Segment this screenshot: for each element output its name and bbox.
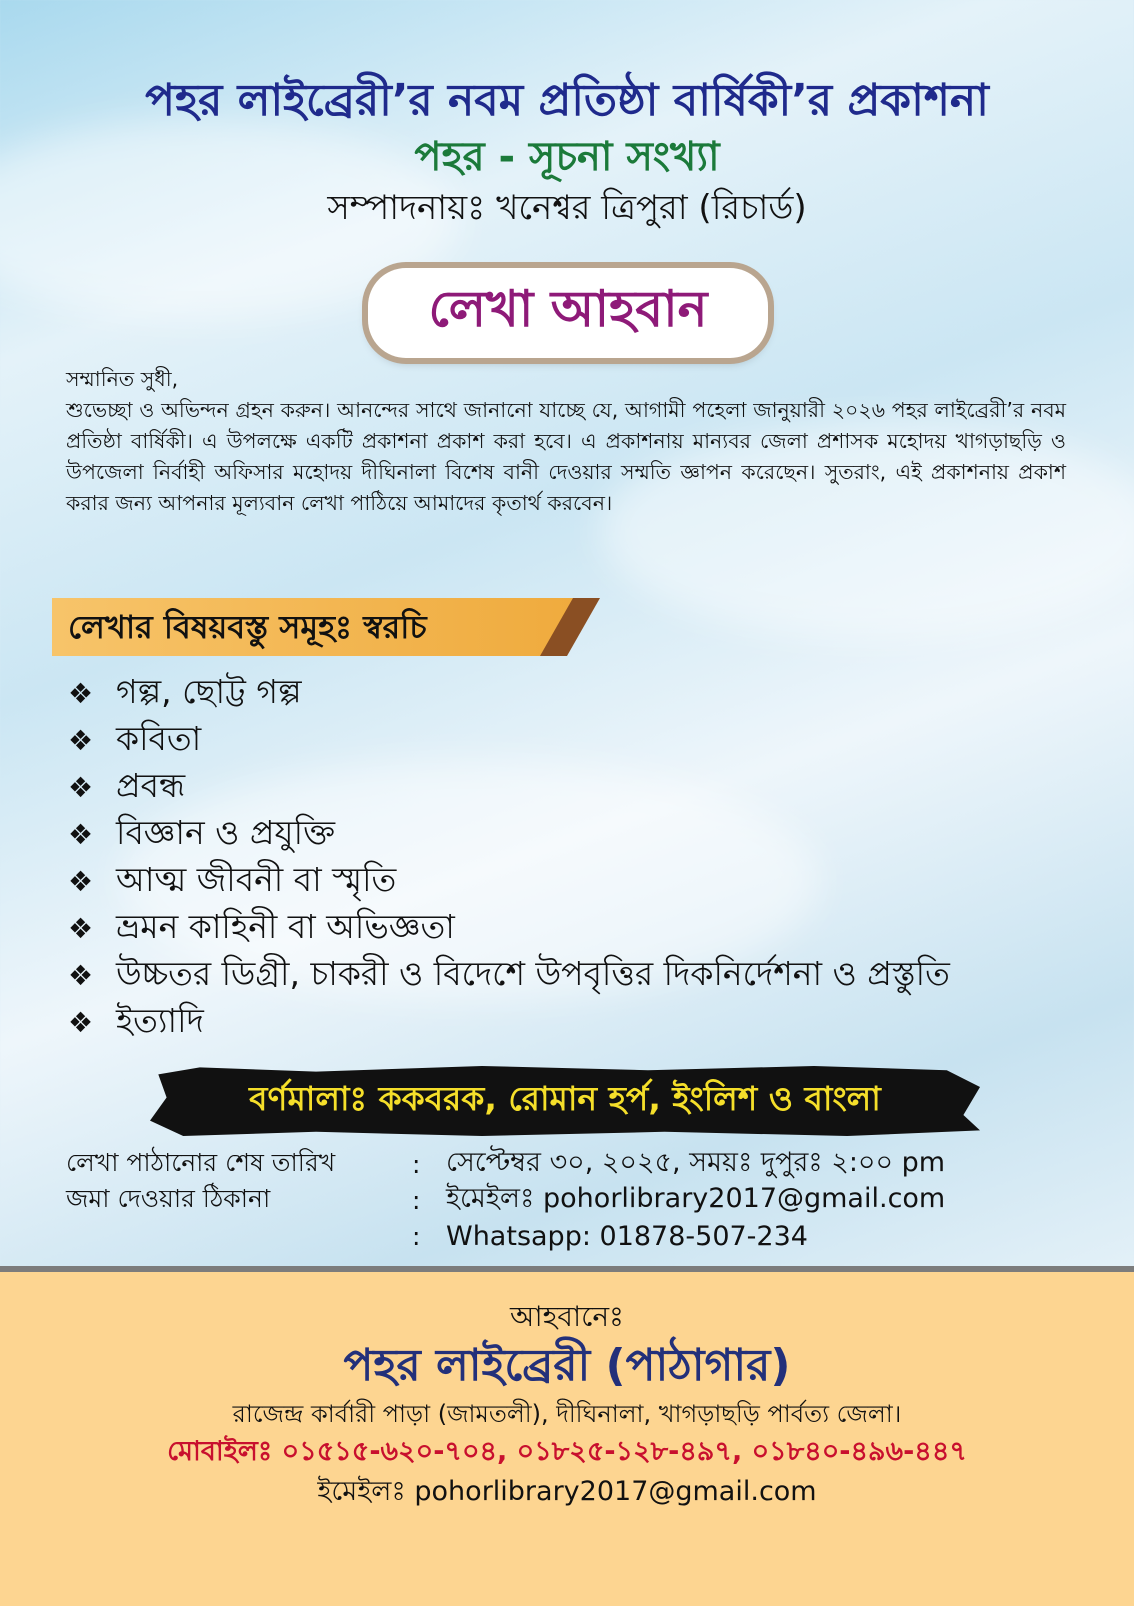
deadline-value: সেপ্টেম্বর ৩০, ২০২৫, সময়ঃ দুপুরঃ ২:০০ pm bbox=[446, 1146, 946, 1178]
footer bbox=[0, 1266, 1134, 1606]
call-for-writing-badge: লেখা আহবান bbox=[368, 268, 768, 358]
topics-list bbox=[68, 670, 950, 1046]
bullet-icon: ❖ bbox=[68, 724, 94, 757]
list-item bbox=[68, 858, 950, 905]
editor-line: সম্পাদনায়ঃ খনেশ্বর ত্রিপুরা (রিচার্ড) bbox=[327, 188, 807, 228]
colon: : bbox=[412, 1221, 421, 1251]
topic-label: আত্ম জীবনী বা স্মৃতি bbox=[116, 859, 397, 899]
topic-label: বিজ্ঞান ও প্রযুক্তি bbox=[116, 812, 336, 852]
list-item bbox=[68, 764, 950, 811]
email-value: ইমেইলঃ pohorlibrary2017@gmail.com bbox=[446, 1182, 946, 1214]
list-item bbox=[68, 905, 950, 952]
deadline-label: লেখা পাঠানোর শেষ তারিখ bbox=[66, 1147, 336, 1177]
topic-label: প্রবন্ধ bbox=[116, 765, 186, 805]
bullet-icon: ❖ bbox=[68, 912, 94, 945]
letter-body: শুভেচ্ছা ও অভিন্দন গ্রহন করুন। আনন্দের সাথে জানানো যাচ্ছে যে, আগামী পহেলা জানুয়ারী ২০২৬ পহর লাইব্রেরী’র নবম প্রতিষ্ঠা বার্ষিকী। এ উপলক্ষে একটি প্রকাশনা প্রকাশ করা হবে। এ প্রকাশনায় মান্যবর জেলা প্রশাসক মহোদয় খাগড়াছড়ি ও উপজেলা নির্বাহী অফিসার মহোদয় দীঘিনালা বিশেষ বানী দেওয়ার সম্মতি জ্ঞাপন করেছেন। সুতরাং, এই প্রকাশনায় প্রকাশ করার জন্য আপনার মূল্যবান লেখা পাঠিয়ে আমাদের কৃতার্থ করবেন। bbox=[66, 398, 1066, 515]
submission-info bbox=[66, 1146, 945, 1254]
invitation-letter bbox=[66, 364, 1066, 519]
bullet-icon: ❖ bbox=[68, 959, 94, 992]
colon: : bbox=[412, 1149, 421, 1179]
bullet-icon: ❖ bbox=[68, 771, 94, 804]
publication-title: পহর লাইব্রেরী’র নবম প্রতিষ্ঠা বার্ষিকী’র প্রকাশনা bbox=[145, 75, 989, 126]
list-item bbox=[68, 952, 950, 999]
topic-label: কবিতা bbox=[116, 718, 202, 758]
whatsapp-row bbox=[66, 1218, 945, 1254]
address-label: জমা দেওয়ার ঠিকানা bbox=[66, 1183, 271, 1213]
list-item bbox=[68, 811, 950, 858]
topic-label: ইত্যাদি bbox=[116, 1000, 204, 1040]
bullet-icon: ❖ bbox=[68, 818, 94, 851]
call-by-label: আহবানেঃ bbox=[510, 1300, 624, 1333]
organization-email: ইমেইলঃ pohorlibrary2017@gmail.com bbox=[317, 1476, 817, 1507]
topics-title: লেখার বিষয়বস্তু সমূহঃ স্বরচি bbox=[68, 608, 427, 646]
topic-label: উচ্চতর ডিগ্রী, চাকরী ও বিদেশে উপবৃত্তির দিকনির্দেশনা ও প্রস্তুতি bbox=[116, 953, 950, 993]
mobile-numbers: মোবাইলঃ ০১৫১৫-৬২০-৭০৪, ০১৮২৫-১২৮-৪৯৭, ০১৮৪০-৪৯৬-৪৪৭ bbox=[167, 1436, 967, 1467]
topic-label: গল্প, ছোট্ট গল্প bbox=[116, 671, 302, 711]
letter-salutation: সম্মানিত সুধী, bbox=[66, 367, 179, 391]
organization-name: পহর লাইব্রেরী (পাঠাগার) bbox=[343, 1340, 791, 1391]
colon: : bbox=[412, 1185, 421, 1215]
organization-address: রাজেন্দ্র কার্বারী পাড়া (জামতলী), দীঘিনালা, খাগড়াছড়ি পার্বত্য জেলা। bbox=[232, 1400, 902, 1428]
poster-header bbox=[0, 72, 1134, 232]
languages-text: বর্ণমালাঃ ককবরক, রোমান হর্প, ইংলিশ ও বাংলা bbox=[249, 1079, 881, 1118]
bullet-icon: ❖ bbox=[68, 865, 94, 898]
issue-title: পহর - সূচনা সংখ্যা bbox=[414, 134, 720, 180]
bullet-icon: ❖ bbox=[68, 677, 94, 710]
address-row bbox=[66, 1182, 945, 1218]
topic-label: ভ্রমন কাহিনী বা অভিজ্ঞতা bbox=[116, 906, 455, 946]
whatsapp-value: Whatsapp: 01878-507-234 bbox=[446, 1220, 808, 1252]
list-item bbox=[68, 670, 950, 717]
list-item bbox=[68, 999, 950, 1046]
bullet-icon: ❖ bbox=[68, 1006, 94, 1039]
list-item bbox=[68, 717, 950, 764]
